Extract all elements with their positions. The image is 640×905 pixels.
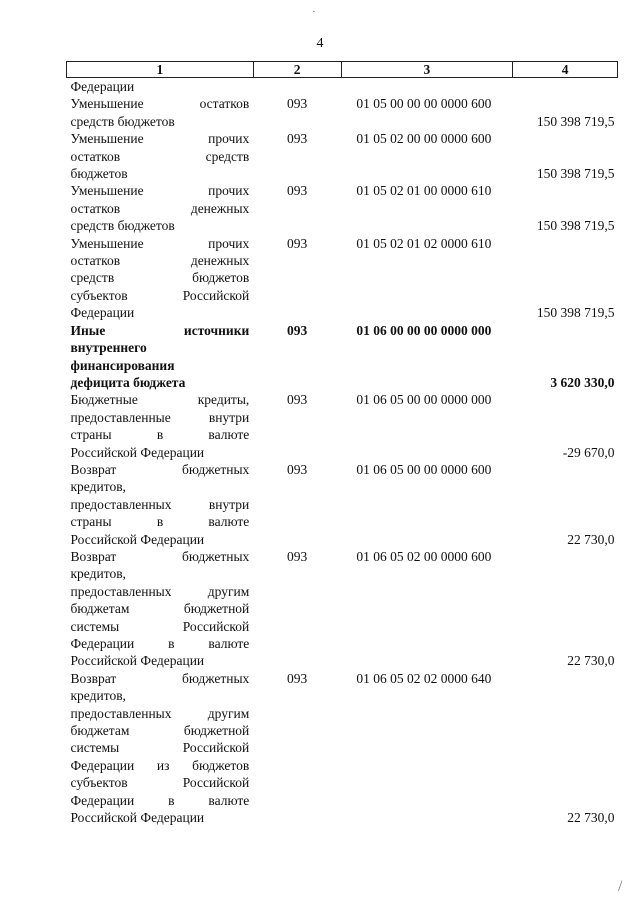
row-name-line: бюджетов (70, 166, 128, 182)
row-name-line: дефицита бюджета (70, 374, 186, 390)
row-name-line: Возврат бюджетных (70, 670, 250, 686)
row-name-line: средств бюджетов (70, 270, 250, 286)
page-number: 4 (316, 36, 324, 51)
row-classification-code (341, 78, 513, 96)
row-name-line: финансирования (70, 357, 175, 373)
row-name-line: бюджетам бюджетной (70, 601, 250, 617)
table-row (67, 461, 618, 548)
row-amount: 150 398 719,5 (536, 218, 615, 234)
row-name-cell (67, 235, 254, 322)
row-admin-code: 093 (287, 322, 308, 338)
row-name-line: страны в валюте (70, 427, 250, 443)
table-row (67, 670, 618, 827)
row-name-line: Федерации (70, 305, 135, 321)
row-name-line: Российской Федерации (70, 653, 205, 669)
row-name-line: Российской Федерации (70, 810, 205, 826)
row-amount: 22 730,0 (567, 531, 615, 547)
table-row (67, 95, 618, 130)
budget-sources-table (66, 61, 618, 826)
row-name-line: Возврат бюджетных (70, 461, 250, 477)
row-name-line: средств бюджетов (70, 218, 175, 234)
row-admin-code: 093 (287, 235, 308, 251)
column-header-3: 3 (341, 62, 513, 78)
table-row (67, 235, 618, 322)
row-name-line: кредитов, (70, 479, 126, 495)
row-classification-code: 01 06 00 00 00 0000 000 (356, 322, 492, 338)
row-classification-code: 01 05 00 00 00 0000 600 (356, 96, 492, 112)
row-amount: 150 398 719,5 (536, 305, 615, 321)
row-admin-code: 093 (287, 548, 308, 564)
row-admin-code: 093 (287, 96, 308, 112)
row-name-cell (67, 78, 254, 96)
column-header-4: 4 (513, 62, 618, 78)
row-admin-code: 093 (287, 131, 308, 147)
table-row (67, 182, 618, 234)
row-classification-code: 01 06 05 02 02 0000 640 (356, 670, 492, 686)
row-name-line: остатков средств (70, 148, 250, 164)
row-name-line: внутреннего (70, 340, 147, 356)
row-amount (513, 78, 618, 96)
row-name-cell (67, 95, 254, 130)
row-amount: 150 398 719,5 (536, 166, 615, 182)
row-name-line: Уменьшение прочих (70, 131, 250, 147)
row-name-line: страны в валюте (70, 514, 250, 530)
row-name-cell (67, 322, 254, 392)
row-admin-code (253, 78, 341, 96)
row-name-cell (67, 670, 254, 827)
row-name-line: субъектов Российской (70, 287, 250, 303)
row-name-line: Уменьшение прочих (70, 183, 250, 199)
row-name-line: Федерации в валюте (70, 792, 250, 808)
row-name-line: остатков денежных (70, 253, 250, 269)
row-amount: 22 730,0 (567, 810, 615, 826)
row-name-line: Иные источники (70, 322, 250, 338)
row-amount: 150 398 719,5 (536, 113, 615, 129)
row-classification-code: 01 05 02 01 00 0000 610 (356, 183, 492, 199)
row-name-line: остатков денежных (70, 200, 250, 216)
row-classification-code: 01 06 05 00 00 0000 600 (356, 461, 492, 477)
row-amount: -29 670,0 (562, 444, 615, 460)
row-classification-code: 01 06 05 02 00 0000 600 (356, 548, 492, 564)
row-name-line: кредитов, (70, 566, 126, 582)
row-name-line: бюджетам бюджетной (70, 723, 250, 739)
row-name-cell (67, 461, 254, 548)
row-name-line: Уменьшение остатков (70, 96, 250, 112)
row-classification-code: 01 05 02 01 02 0000 610 (356, 235, 492, 251)
row-name-line: системы Российской (70, 740, 250, 756)
table-header-row (67, 62, 618, 78)
table-body (67, 78, 618, 827)
row-name-cell (67, 182, 254, 234)
row-name-line: предоставленных другим (70, 705, 250, 721)
table-row (67, 78, 618, 96)
row-name-cell (67, 391, 254, 461)
row-admin-code: 093 (287, 183, 308, 199)
scan-speck: · (312, 6, 316, 18)
row-admin-code: 093 (287, 392, 308, 408)
row-admin-code: 093 (287, 461, 308, 477)
row-name-line: Федерации из бюджетов (70, 757, 250, 773)
table-row (67, 322, 618, 392)
scan-mark: / (618, 878, 623, 895)
row-amount: 3 620 330,0 (550, 374, 615, 390)
row-name-line: Федерации в валюте (70, 636, 250, 651)
row-name-line: предоставленных другим (70, 583, 250, 599)
table-row (67, 391, 618, 461)
row-name-line: предоставленных внутри (70, 496, 250, 512)
row-name-line: кредитов, (70, 688, 126, 704)
column-header-2: 2 (253, 62, 341, 78)
row-classification-code: 01 06 05 00 00 0000 000 (356, 392, 492, 408)
row-name-cell (67, 130, 254, 182)
row-name-line: Российской Федерации (70, 531, 205, 547)
row-name-line: предоставленные внутри (70, 409, 250, 425)
row-name-line: системы Российской (70, 618, 250, 634)
row-name-line: Бюджетные кредиты, (70, 392, 250, 408)
table-row (67, 548, 618, 670)
table-row (67, 130, 618, 182)
column-header-1: 1 (67, 62, 254, 78)
row-classification-code: 01 05 02 00 00 0000 600 (356, 131, 492, 147)
row-amount: 22 730,0 (567, 653, 615, 669)
row-name-cell (67, 548, 254, 670)
row-name-line: Федерации (70, 79, 135, 94)
row-name-line: субъектов Российской (70, 775, 250, 791)
row-name-line: Уменьшение прочих (70, 235, 250, 251)
row-admin-code: 093 (287, 670, 308, 686)
row-name-line: средств бюджетов (70, 113, 175, 129)
row-name-line: Российской Федерации (70, 444, 205, 460)
row-name-line: Возврат бюджетных (70, 548, 250, 564)
